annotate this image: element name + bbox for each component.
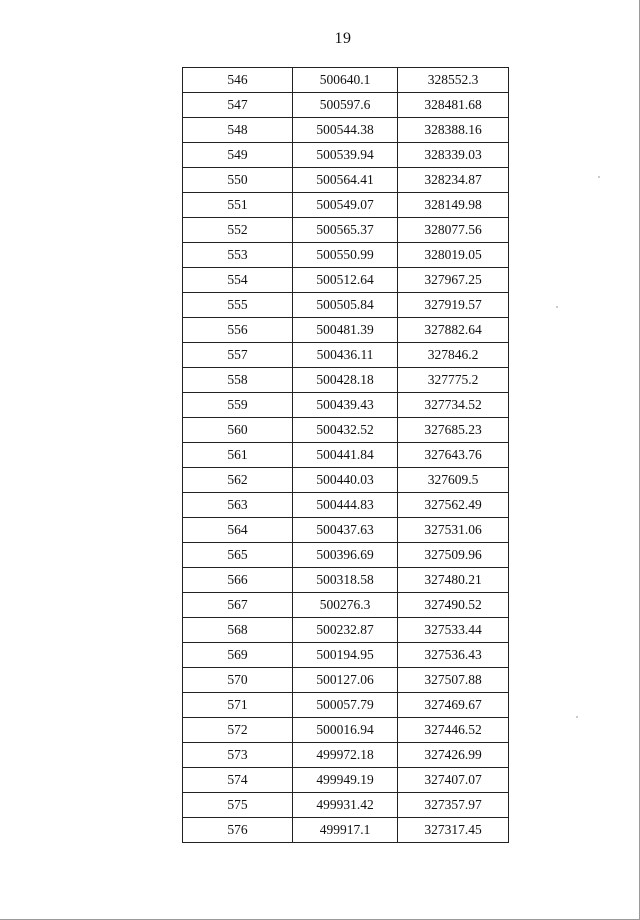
y-coordinate-cell: 327609.5 <box>398 468 509 493</box>
point-number-cell: 570 <box>183 668 293 693</box>
table-row <box>183 318 509 343</box>
y-coordinate-cell: 327507.88 <box>398 668 509 693</box>
point-number-cell: 573 <box>183 743 293 768</box>
x-coordinate-cell: 500549.07 <box>293 193 398 218</box>
y-coordinate-cell: 327775.2 <box>398 368 509 393</box>
table-row <box>183 693 509 718</box>
x-coordinate-cell: 500565.37 <box>293 218 398 243</box>
point-number-cell: 576 <box>183 818 293 843</box>
x-coordinate-cell: 500597.6 <box>293 93 398 118</box>
x-coordinate-cell: 500232.87 <box>293 618 398 643</box>
scan-speck <box>556 306 558 308</box>
point-number-cell: 552 <box>183 218 293 243</box>
table-row <box>183 393 509 418</box>
y-coordinate-cell: 327469.67 <box>398 693 509 718</box>
table-row <box>183 93 509 118</box>
table-row <box>183 518 509 543</box>
point-number-cell: 555 <box>183 293 293 318</box>
x-coordinate-cell: 499917.1 <box>293 818 398 843</box>
x-coordinate-cell: 500437.63 <box>293 518 398 543</box>
x-coordinate-cell: 500440.03 <box>293 468 398 493</box>
y-coordinate-cell: 328077.56 <box>398 218 509 243</box>
x-coordinate-cell: 500544.38 <box>293 118 398 143</box>
page-number: 19 <box>334 30 352 47</box>
table-row <box>183 493 509 518</box>
point-number-cell: 561 <box>183 443 293 468</box>
point-number-cell: 550 <box>183 168 293 193</box>
x-coordinate-cell: 499949.19 <box>293 768 398 793</box>
x-coordinate-cell: 500444.83 <box>293 493 398 518</box>
point-number-cell: 553 <box>183 243 293 268</box>
x-coordinate-cell: 500318.58 <box>293 568 398 593</box>
table-row <box>183 418 509 443</box>
table-row <box>183 118 509 143</box>
y-coordinate-cell: 327357.97 <box>398 793 509 818</box>
table-row <box>183 568 509 593</box>
table-row <box>183 793 509 818</box>
table-row <box>183 143 509 168</box>
y-coordinate-cell: 327967.25 <box>398 268 509 293</box>
point-number-cell: 563 <box>183 493 293 518</box>
scan-speck <box>598 176 600 178</box>
point-number-cell: 556 <box>183 318 293 343</box>
table-row <box>183 818 509 843</box>
point-number-cell: 558 <box>183 368 293 393</box>
table-row <box>183 718 509 743</box>
point-number-cell: 569 <box>183 643 293 668</box>
point-number-cell: 547 <box>183 93 293 118</box>
y-coordinate-cell: 327734.52 <box>398 393 509 418</box>
table-row <box>183 243 509 268</box>
table-row <box>183 768 509 793</box>
table-row <box>183 368 509 393</box>
coordinates-table-body <box>183 68 509 843</box>
y-coordinate-cell: 327426.99 <box>398 743 509 768</box>
y-coordinate-cell: 328339.03 <box>398 143 509 168</box>
point-number-cell: 557 <box>183 343 293 368</box>
table-row <box>183 668 509 693</box>
x-coordinate-cell: 500016.94 <box>293 718 398 743</box>
table-row <box>183 293 509 318</box>
y-coordinate-cell: 328481.68 <box>398 93 509 118</box>
point-number-cell: 564 <box>183 518 293 543</box>
x-coordinate-cell: 500640.1 <box>293 68 398 93</box>
y-coordinate-cell: 328149.98 <box>398 193 509 218</box>
point-number-cell: 559 <box>183 393 293 418</box>
y-coordinate-cell: 327536.43 <box>398 643 509 668</box>
y-coordinate-cell: 327317.45 <box>398 818 509 843</box>
y-coordinate-cell: 328019.05 <box>398 243 509 268</box>
table-row <box>183 468 509 493</box>
y-coordinate-cell: 327919.57 <box>398 293 509 318</box>
table-row <box>183 443 509 468</box>
x-coordinate-cell: 500564.41 <box>293 168 398 193</box>
x-coordinate-cell: 500396.69 <box>293 543 398 568</box>
y-coordinate-cell: 327531.06 <box>398 518 509 543</box>
x-coordinate-cell: 500057.79 <box>293 693 398 718</box>
x-coordinate-cell: 500127.06 <box>293 668 398 693</box>
y-coordinate-cell: 327480.21 <box>398 568 509 593</box>
y-coordinate-cell: 328234.87 <box>398 168 509 193</box>
y-coordinate-cell: 328552.3 <box>398 68 509 93</box>
table-row <box>183 68 509 93</box>
y-coordinate-cell: 327407.07 <box>398 768 509 793</box>
y-coordinate-cell: 327490.52 <box>398 593 509 618</box>
x-coordinate-cell: 500436.11 <box>293 343 398 368</box>
y-coordinate-cell: 327685.23 <box>398 418 509 443</box>
x-coordinate-cell: 500550.99 <box>293 243 398 268</box>
table-row <box>183 743 509 768</box>
table-row <box>183 643 509 668</box>
table-row <box>183 543 509 568</box>
point-number-cell: 571 <box>183 693 293 718</box>
table-row <box>183 268 509 293</box>
point-number-cell: 546 <box>183 68 293 93</box>
point-number-cell: 565 <box>183 543 293 568</box>
point-number-cell: 549 <box>183 143 293 168</box>
y-coordinate-cell: 327643.76 <box>398 443 509 468</box>
table-row <box>183 218 509 243</box>
point-number-cell: 551 <box>183 193 293 218</box>
x-coordinate-cell: 499931.42 <box>293 793 398 818</box>
x-coordinate-cell: 500276.3 <box>293 593 398 618</box>
point-number-cell: 562 <box>183 468 293 493</box>
point-number-cell: 572 <box>183 718 293 743</box>
table-row <box>183 193 509 218</box>
y-coordinate-cell: 327533.44 <box>398 618 509 643</box>
x-coordinate-cell: 500539.94 <box>293 143 398 168</box>
point-number-cell: 560 <box>183 418 293 443</box>
y-coordinate-cell: 327882.64 <box>398 318 509 343</box>
point-number-cell: 567 <box>183 593 293 618</box>
table-row <box>183 593 509 618</box>
y-coordinate-cell: 328388.16 <box>398 118 509 143</box>
point-number-cell: 554 <box>183 268 293 293</box>
point-number-cell: 574 <box>183 768 293 793</box>
point-number-cell: 568 <box>183 618 293 643</box>
x-coordinate-cell: 500432.52 <box>293 418 398 443</box>
table-row <box>183 618 509 643</box>
table-row <box>183 343 509 368</box>
x-coordinate-cell: 500481.39 <box>293 318 398 343</box>
y-coordinate-cell: 327509.96 <box>398 543 509 568</box>
coordinates-table <box>182 67 509 843</box>
x-coordinate-cell: 500428.18 <box>293 368 398 393</box>
x-coordinate-cell: 500439.43 <box>293 393 398 418</box>
x-coordinate-cell: 500441.84 <box>293 443 398 468</box>
x-coordinate-cell: 499972.18 <box>293 743 398 768</box>
y-coordinate-cell: 327446.52 <box>398 718 509 743</box>
y-coordinate-cell: 327562.49 <box>398 493 509 518</box>
x-coordinate-cell: 500505.84 <box>293 293 398 318</box>
point-number-cell: 566 <box>183 568 293 593</box>
point-number-cell: 548 <box>183 118 293 143</box>
table-row <box>183 168 509 193</box>
scan-speck <box>576 716 578 718</box>
point-number-cell: 575 <box>183 793 293 818</box>
x-coordinate-cell: 500512.64 <box>293 268 398 293</box>
y-coordinate-cell: 327846.2 <box>398 343 509 368</box>
x-coordinate-cell: 500194.95 <box>293 643 398 668</box>
